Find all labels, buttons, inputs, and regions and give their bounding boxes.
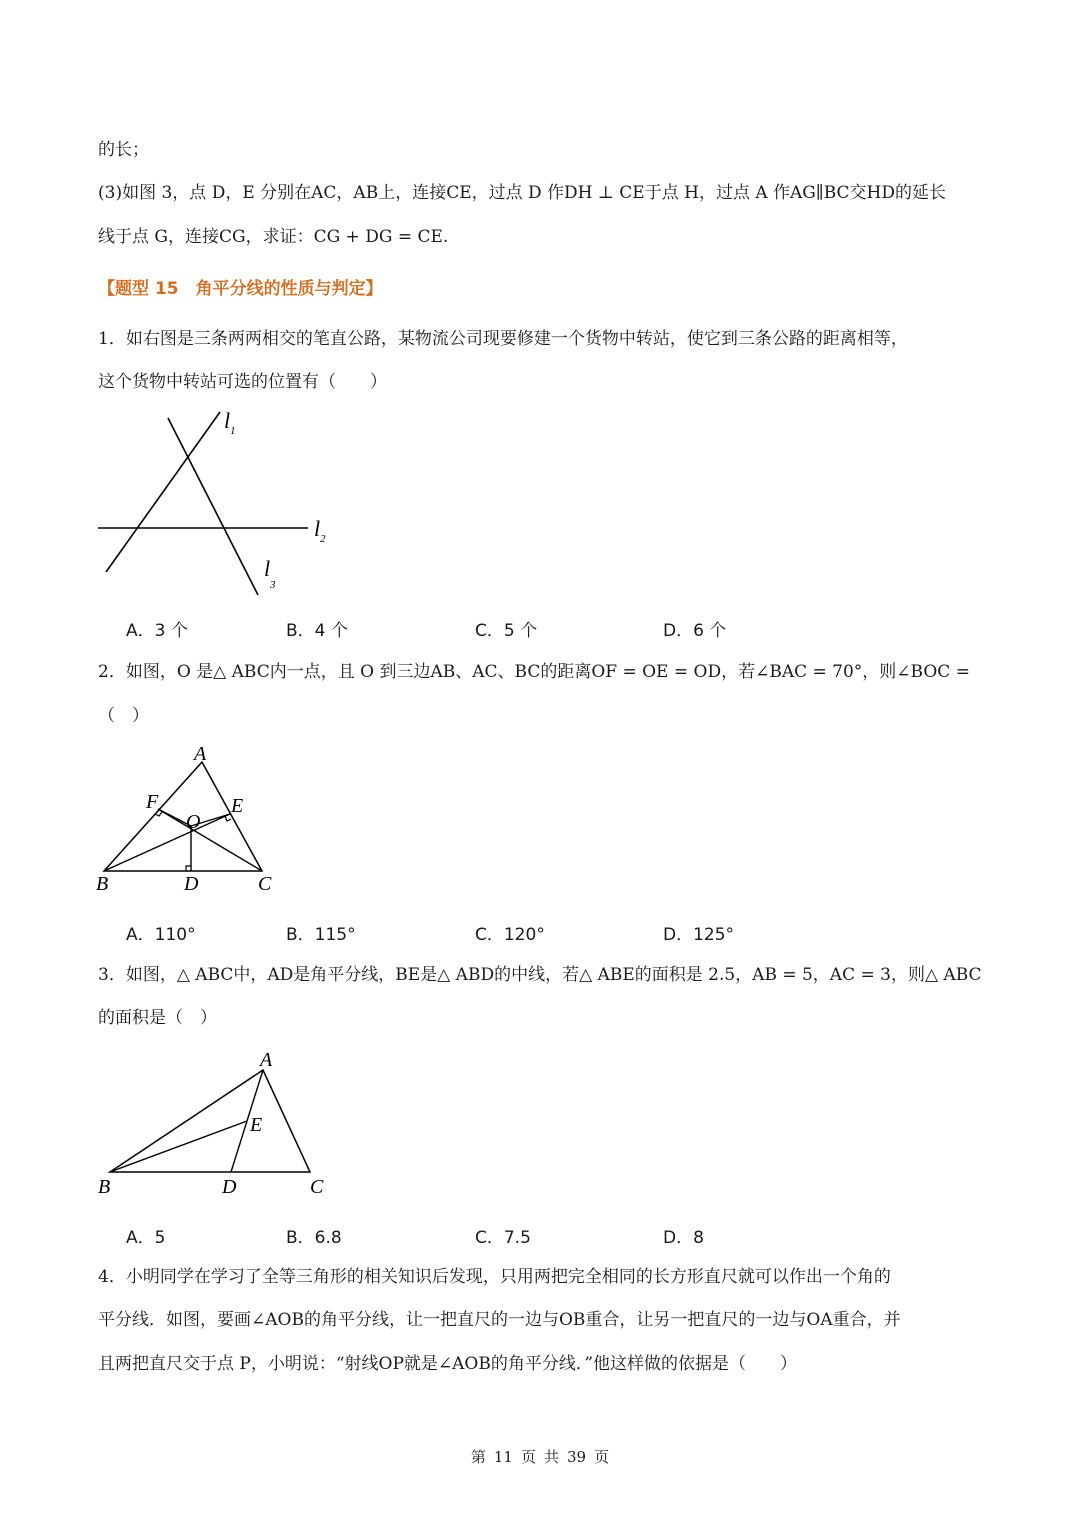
continuation-line-3: 线于点 G，连接CG，求证：CG + DG = CE. xyxy=(98,227,449,247)
label-d: D xyxy=(184,873,199,895)
label-l2: l xyxy=(314,516,321,541)
q1-line-2: 这个货物中转站可选的位置有（ ） xyxy=(98,372,387,392)
q2-option-d[interactable]: D．125° xyxy=(663,925,735,945)
footer-total-pages: 39 xyxy=(567,1448,587,1466)
q3-line-2: 的面积是（ ） xyxy=(98,1008,217,1028)
continuation-line-2: (3)如图 3，点 D，E 分别在AC，AB上，连接CE，过点 D 作DH ⊥ CE于点 H，过点 A 作AG∥BC交HD的延长 xyxy=(98,183,947,203)
segment-bo xyxy=(104,814,230,871)
q2-figure xyxy=(90,738,290,898)
section-title: 【题型 15 角平分线的性质与判定】 xyxy=(98,279,383,299)
label-d: D xyxy=(222,1176,237,1198)
q1-line-1: 1．如右图是三条两两相交的笔直公路，某物流公司现要修建一个货物中转站，使它到三条公路的距离相等， xyxy=(98,329,908,349)
label-l1: l xyxy=(224,408,231,433)
page-footer xyxy=(0,1446,1080,1467)
label-l1-sub: 1 xyxy=(230,425,236,437)
q2-line-1: 2．如图，O 是△ ABC内一点，且 O 到三边AB、AC、BC的距离OF = OE = OD，若∠BAC = 70°，则∠BOC = xyxy=(98,662,970,682)
label-o: O xyxy=(186,811,201,833)
road-line-l3 xyxy=(168,418,258,595)
footer-mid1: 页 xyxy=(520,1448,536,1466)
q3-figure xyxy=(90,1042,340,1202)
label-l2-sub: 2 xyxy=(320,533,326,545)
label-a: A xyxy=(194,743,207,765)
footer-prefix: 第 xyxy=(470,1448,486,1466)
q1-figure xyxy=(90,400,350,600)
label-e: E xyxy=(250,1114,263,1136)
footer-suffix: 页 xyxy=(594,1448,610,1466)
label-e: E xyxy=(231,795,244,817)
q3-option-c[interactable]: C．7.5 xyxy=(475,1228,531,1248)
q3-option-d[interactable]: D．8 xyxy=(663,1228,704,1248)
q2-option-c[interactable]: C．120° xyxy=(475,925,545,945)
label-c: C xyxy=(310,1176,324,1198)
label-l3: l xyxy=(264,556,271,581)
triangle-abc xyxy=(110,1070,310,1172)
label-b: B xyxy=(98,1176,111,1198)
q1-option-d[interactable]: D．6 个 xyxy=(663,621,727,641)
q2-option-b[interactable]: B．115° xyxy=(286,925,356,945)
q2-line-2: （ ） xyxy=(98,706,149,726)
q2-option-a[interactable]: A．110° xyxy=(126,925,196,945)
q1-option-c[interactable]: C．5 个 xyxy=(475,621,538,641)
continuation-line-1: 的长； xyxy=(98,140,149,160)
q3-line-1: 3．如图，△ ABC中，AD是角平分线，BE是△ ABD的中线，若△ ABE的面积是 2.5，AB = 5，AC = 3，则△ ABC xyxy=(98,965,982,985)
q3-option-b[interactable]: B．6.8 xyxy=(286,1228,342,1248)
q3-option-a[interactable]: A．5 xyxy=(126,1228,166,1248)
label-b: B xyxy=(96,873,109,895)
road-line-l1 xyxy=(106,412,220,572)
label-f: F xyxy=(146,791,159,813)
q1-option-b[interactable]: B．4 个 xyxy=(286,621,348,641)
q4-line-3: 且两把直尺交于点 P，小明说：“射线OP就是∠AOB的角平分线．”他这样做的依据是（ ） xyxy=(98,1354,798,1374)
q4-line-2: 平分线．如图，要画∠AOB的角平分线，让一把直尺的一边与OB重合，让另一把直尺的一边与OA重合，并 xyxy=(98,1310,901,1330)
segment-be xyxy=(110,1121,247,1172)
footer-page-number: 11 xyxy=(493,1448,513,1466)
q1-option-a[interactable]: A．3 个 xyxy=(126,621,188,641)
label-a: A xyxy=(260,1049,273,1071)
footer-mid2: 共 xyxy=(544,1448,560,1466)
label-c: C xyxy=(258,873,272,895)
label-l3-sub: 3 xyxy=(270,579,276,591)
q4-line-1: 4．小明同学在学习了全等三角形的相关知识后发现，只用两把完全相同的长方形直尺就可以作出一个角的 xyxy=(98,1267,891,1287)
